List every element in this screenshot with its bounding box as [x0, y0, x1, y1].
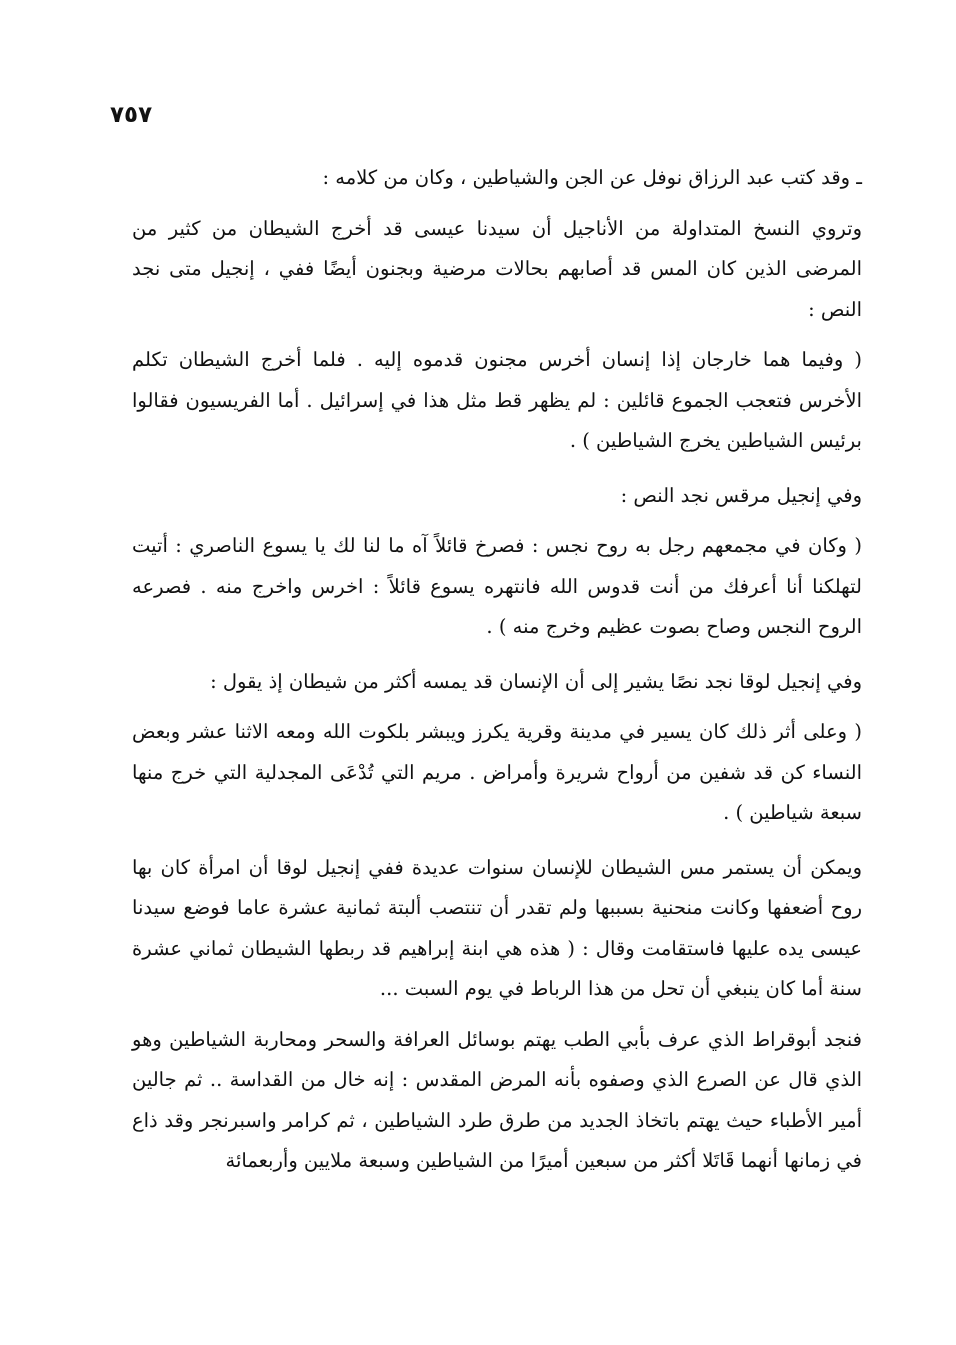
paragraph-mark-intro: وفي إنجيل مرقس نجد النص : — [620, 483, 862, 507]
paragraph-possession-years: ويمكن أن يستمر مس الشيطان للإنسان سنوات عديدة ففي إنجيل لوقا أن امرأة كان بها روح أضعفها وكانت منحنية بسببها ولم تقدر أن تنتصب ألبتة ثمانية عشرة عاما فوضع سيدنا عيسى يده عليها فاستقامت وقال : ( هذه هي ابنة إبراهيم قد ربطها الشيطان ثماني عشرة سنة أما كان ينبغي أن تحل من هذا الرباط في يوم السبت ... — [132, 855, 862, 1000]
quote-mark: ( وكان في مجمعهم رجل به روح نجس : فصرخ قائلاً آه ما لنا لك يا يسوع الناصري : أتيت لتهلكنا أنا أعرفك من أنت قدوس الله فانتهره يسوع قائلاً : اخرس واخرج منه . فصرعه الروح النجس وصاح بصوت عظيم وخرج منه ) . — [132, 534, 862, 638]
body-text — [132, 158, 862, 1192]
paragraph-hippocrates: فنجد أبوقراط الذي عرف بأبي الطب يهتم بوسائل العرافة والسحر ومحاربة الشياطين وهو الذي قال عن الصرع الذي وصفوه بأنه المرض المقدس : إنه خال من القداسة .. ثم جالين أمير الأطباء حيث يهتم باتخاذ الجديد من طرق طرد الشياطين ، ثم كرامر واسبرنجر وقد ذاع في زمانها أنهما قَاتَلا أكثر من سبعين أميرًا من الشياطين وسبعة ملايين وأربعمائة — [132, 1027, 862, 1172]
paragraph-intro: ـ وقد كتب عبد الرزاق نوفل عن الجن والشياطين ، وكان من كلامه : — [322, 166, 862, 189]
page-number: ٧٥٧ — [110, 102, 153, 128]
quote-matthew: ( وفيما هما خارجان إذا إنسان أخرس مجنون قدموه إليه . فلما أخرج الشيطان تكلم الأخرس فتعجب الجموع قائلين : لم يظهر قط مثل هذا في إسرائيل . أما الفريسيون فقالوا برئيس الشياطين يخرج الشياطين ) . — [132, 348, 862, 452]
paragraph-luke-intro: وفي إنجيل لوقا نجد نصًا يشير إلى أن الإنسان قد يمسه أكثر من شيطان إذ يقول : — [210, 669, 862, 693]
paragraph-gospels: وتروي النسخ المتداولة من الأناجيل أن سيدنا عيسى قد أخرج الشيطان من كثير من المرضى الذين كان المس قد أصابهم بحالات مرضية وبجنون أيضًا ففي ، إنجيل متى نجد النص : — [132, 216, 862, 321]
quote-luke: ( وعلى أثر ذلك كان يسير في مدينة وقرية يكرز ويبشر بلكوت الله ومعه الاثنا عشر وبعض النساء كن قد شفين من أرواح شريرة وأمراض . مريم التي تُدْعَى المجدلية التي خرج منها سبعة شياطين ) . — [132, 720, 862, 824]
